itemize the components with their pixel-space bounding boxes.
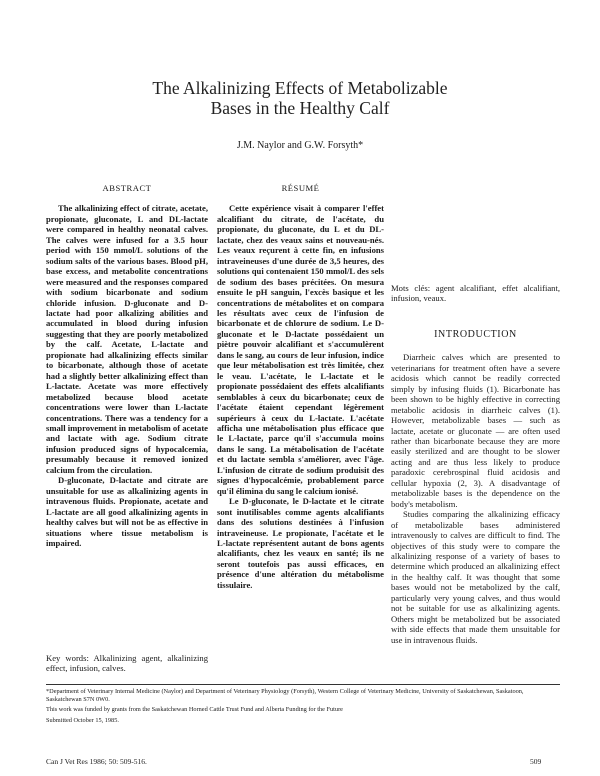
- keywords-french: Mots clés: agent alcalifiant, effet alcalifiant, infusion, veaux.: [391, 283, 560, 304]
- introduction-paragraph-1: Diarrheic calves which are presented to veterinarians for treatment often have a severe acidosis which cannot be readily corrected simply by infusing fluids (1). Bicarbonate has been shown to be highly effective in correcting metabolic acidosis in diarrheic calves (1). However, metabolizable bases — such as lactate, acetate or gluconate — are often used rather than bicarbonate because they are more easily sterilized and are thought to be slower acting and are thus less likely to produce paradoxic cerebrospinal fluid acidosis and cellular hypoxia (2, 3). A disadvantage of metabolizable bases is the dependence on the body's metabolism.: [391, 352, 560, 509]
- resume-continuation-spacer: [391, 183, 560, 283]
- intro-spacer: [391, 316, 560, 330]
- abstract-heading: ABSTRACT: [102, 183, 152, 193]
- resume-paragraph-2: Le D-gluconate, le D-lactate et le citrate sont inutilisables comme agents alcalifiants dans des solutions destinées à l'infusion intraveineuse. Le propionate, l'acétate et le L-lactate représentent autant de bons agents alcalifiants, chez les veaux en santé; ils ne seront toutefois pas aussi efficaces, en présence d'une altération du métabolisme tissulaire.: [217, 496, 384, 590]
- keywords-english: Key words: Alkalinizing agent, alkalinizing effect, infusion, calves.: [46, 653, 208, 674]
- intro-gap: [391, 340, 560, 352]
- abstract-paragraph-1: The alkalinizing effect of citrate, acetate, propionate, gluconate, L and DL-lactate were compared in healthy neonatal calves. The calves were infused for a 3.5 hour period with 150 mmol/L solutions of the sodium salts of the various bases. Blood pH, base excess, and metabolite concentrations were measured and the responses compared with sodium bicarbonate and sodium chloride infusion. D-gluconate and D-lactate had poor alkalizing abilities and accumulated in blood during infusion suggesting that they are poorly metabolized by the calf. Acetate, L-lactate and propionate had alkalinizing effects similar to bicarbonate, although those of acetate had a slightly better alkalinizing effect than L-lactate. Acetate was more effectively metabolized because blood acetate concentrations were lower than L-lactate concentrations. There was a tendency for a small improvement in metabolism of acetate and lactate with age. Sodium citrate infusion produced signs of hypocalcemia, presumably because it removed ionized calcium from the circulation.: [46, 203, 208, 475]
- abstract-column: [46, 183, 208, 548]
- footnote-funding: This work was funded by grants from the Saskatchewan Horned Cattle Trust Fund and Alberta Funding for the Future: [46, 706, 343, 714]
- journal-citation: Can J Vet Res 1986; 50: 509-516.: [46, 757, 147, 766]
- resume-column: [217, 183, 384, 590]
- authors: J.M. Naylor and G.W. Forsyth*: [236, 140, 364, 151]
- footnote-rule: [46, 684, 560, 685]
- footnotes: [46, 688, 560, 727]
- resume-heading: RÉSUMÉ: [281, 183, 320, 193]
- footnote-affiliation: *Department of Veterinary Internal Medicine (Naylor) and Department of Veterinary Physiology (Forsyth), Western College of Veterinary Medicine, University of Saskatchewan, Saskatoon, Saskatchewan S7N 0W0.: [46, 688, 524, 703]
- third-column: [391, 183, 560, 645]
- introduction-heading: INTRODUCTION: [434, 328, 517, 340]
- article-title: [0, 78, 600, 118]
- page-number: 509: [530, 757, 542, 766]
- introduction-paragraph-2: Studies comparing the alkalinizing efficacy of metabolizable bases administered intravenously to calves are difficult to find. The objectives of this study were to compare the alkalinizing response of a variety of bases to determine which produced an alkalinizing effect in the healthy calf. It was thought that some bases would not be metabolized by the calf, particularly very young calves, and thus would not be suitable for use as alkalinizing agents. Others might be metabolized but be associated with side effects that made them unsuitable for use in intravenous fluids.: [391, 509, 560, 645]
- title-line-2: Bases in the Healthy Calf: [210, 98, 390, 118]
- title-line-1: The Alkalinizing Effects of Metabolizable: [152, 78, 448, 98]
- resume-paragraph-1: Cette expérience visait à comparer l'effet alcalifiant du citrate, de l'acétate, du propionate, du gluconate, du L et du DL-lactate, chez des veaux sains et nouveau-nés. Les veaux reçurent à cette fin, en infusions intraveineuses d'une durée de 3,5 heures, des solutions qui contenaient 150 mmol/L des sels de sodium des bases précitées. On mesura ensuite le pH sanguin, l'excès basique et les concentrations de métabolites et on compara les résultats avec ceux de l'infusion de bicarbonate et de chlorure de sodium. Le D-gluconate et le D-lactate possédaient un piètre pouvoir alcalifiant et s'accumulèrent dans le sang, au cours de leur infusion, indice que leur métabolisation est très limitée, chez le veau. L'acétate, le L-lactate et le propionate possédaient des effets alcalifiants semblables à ceux du bicarbonate; ceux de l'acétate étaient cependant légèrement supérieurs à ceux du L-lactate. L'acétate afficha une métabolisation plus efficace que le L-lactate, parce qu'il s'accumula moins dans le sang. La métabolisation de l'acétate et du lactate sembla s'améliorer, avec l'âge. L'infusion de citrate de sodium produisit des signes d'hypocalcémie, probablement parce qu'il élimina du sang le calcium ionisé.: [217, 203, 384, 496]
- abstract-paragraph-2: D-gluconate, D-lactate and citrate are unsuitable for use as alkalinizing agents in intravenous fluids. Propionate, acetate and L-lactate are all good alkalinizing agents in healthy calves but will not be as effective in situations where tissue metabolism is impaired.: [46, 475, 208, 548]
- footnote-submitted: Submitted October 15, 1985.: [46, 716, 119, 724]
